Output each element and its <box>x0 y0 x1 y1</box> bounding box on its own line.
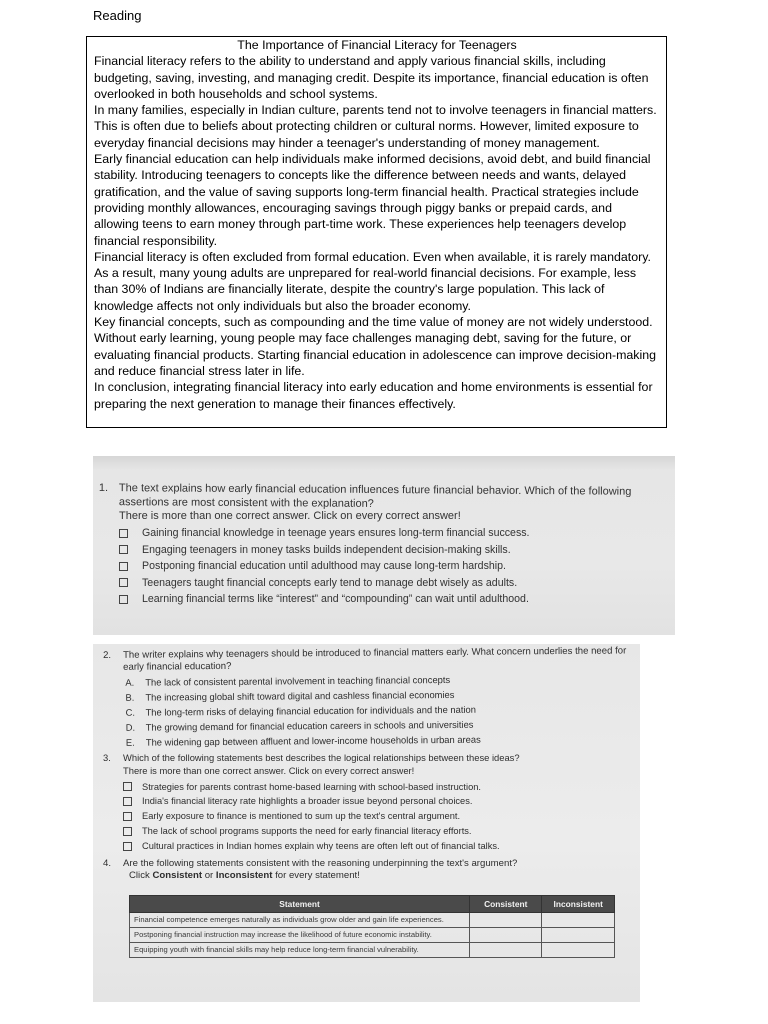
question-text: Which of the following statements best describes the logical relationships between these ideas? <box>123 752 520 764</box>
checkbox[interactable] <box>123 782 132 791</box>
answer-option[interactable] <box>119 525 667 542</box>
question-4 <box>103 858 634 959</box>
consistent-cell[interactable] <box>470 928 542 943</box>
checkbox[interactable] <box>123 812 132 821</box>
passage-paragraph: Financial literacy refers to the ability to understand and apply various financial skills, including budgeting, saving, investing, and managing credit. Despite its importance, financial education is often overlooked in both households and school systems. <box>94 54 649 101</box>
question-instruction <box>129 870 634 883</box>
option-letter: B. <box>125 691 135 704</box>
option-letter: C. <box>125 706 135 718</box>
option-letter: A. <box>125 677 135 689</box>
checkbox[interactable] <box>119 595 128 604</box>
passage-paragraph: In many families, especially in Indian culture, parents tend not to involve teenagers in financial matters. This is often due to beliefs about protecting children or cultural norms. However, limited exposure to everyday financial decisions may hinder a teenager's understanding of money management. <box>94 103 657 150</box>
passage-paragraph: Key financial concepts, such as compounding and the time value of money are not widely understood. Without early learning, young people may face challenges managing debt, saving for the future, or evaluating financial products. Starting financial education in adolescence can improve decision-making and reduce financial stress later in life. <box>94 315 657 378</box>
answer-option[interactable] <box>123 839 634 854</box>
question-2 <box>103 645 635 750</box>
option-text: The lack of school programs supports the need for early financial literacy efforts. <box>142 825 472 836</box>
inconsistent-cell[interactable] <box>542 943 615 958</box>
passage-paragraph: Early financial education can help individuals make informed decisions, avoid debt, and build financial stability. Introducing teenagers to concepts like the difference between needs and wants, delayed gratification, and the value of saving supports long-term financial health. Practical strategies include providing monthly allowances, encouraging savings through piggy banks or prepaid cards, and allowing teens to earn money through part-time work. These experiences help teenagers develop financial responsibility. <box>94 152 651 248</box>
option-text: Teenagers taught financial concepts early tend to manage debt wisely as adults. <box>142 576 518 589</box>
reading-passage <box>86 36 667 428</box>
question-number: 1. <box>98 482 109 495</box>
statement-cell: Financial competence emerges naturally as individuals grow older and gain life experiences. <box>130 913 470 928</box>
answer-option[interactable] <box>123 794 634 809</box>
option-letter: E. <box>125 736 135 748</box>
consistent-cell[interactable] <box>470 913 542 928</box>
question-3-options <box>123 780 634 854</box>
option-text: Strategies for parents contrast home-based learning with school-based instruction. <box>142 781 482 792</box>
inconsistent-cell[interactable] <box>542 913 615 928</box>
question-2-options <box>125 672 635 750</box>
question-text: The writer explains why teenagers should be introduced to financial matters early. What concern underlies the need for early financial education? <box>122 645 627 674</box>
statement-table <box>129 895 615 958</box>
answer-option[interactable] <box>126 731 635 750</box>
option-text: Gaining financial knowledge in teenage years ensures long-term financial success. <box>142 527 530 539</box>
table-row <box>130 928 615 943</box>
table-header-statement: Statement <box>130 896 470 913</box>
answer-option[interactable] <box>123 824 634 839</box>
instruction-text: Click <box>129 870 153 882</box>
checkbox[interactable] <box>123 797 132 806</box>
checkbox[interactable] <box>119 578 128 587</box>
option-text: The widening gap between affluent and lower-income households in urban areas <box>145 733 481 748</box>
option-letter: D. <box>125 721 136 733</box>
checkbox[interactable] <box>119 562 128 571</box>
option-text: India's financial literacy rate highlights a broader issue beyond personal choices. <box>142 796 473 807</box>
page-heading: Reading <box>93 8 142 23</box>
answer-option[interactable] <box>119 542 667 559</box>
option-text: Learning financial terms like “interest” and “compounding” can wait until adulthood. <box>142 593 529 605</box>
option-text: Engaging teenagers in money tasks builds independent decision-making skills. <box>142 543 511 556</box>
instruction-inconsistent: Inconsistent <box>215 870 273 882</box>
passage-paragraph: Financial literacy is often excluded from formal education. Even when available, it is rarely mandatory. As a result, many young adults are unprepared for real-world financial decisions. For example, less than 30% of Indians are financially literate, despite the country's large population. This lack of knowledge affects not only individuals but also the broader economy. <box>94 249 651 313</box>
passage-title: The Importance of Financial Literacy for Teenagers <box>237 38 517 52</box>
checkbox[interactable] <box>119 529 128 538</box>
option-text: The growing demand for financial education careers in schools and universities <box>145 718 474 733</box>
option-text: Cultural practices in Indian homes explain why teens are often left out of financial talks. <box>142 840 500 851</box>
checkbox[interactable] <box>123 827 132 836</box>
instruction-text: or <box>202 870 216 882</box>
question-3 <box>103 752 634 853</box>
table-header-consistent: Consistent <box>470 896 542 913</box>
answer-option[interactable] <box>119 558 667 575</box>
checkbox[interactable] <box>119 545 128 554</box>
question-number: 2. <box>103 649 112 661</box>
option-text: The long-term risks of delaying financial education for individuals and the nation <box>145 703 476 718</box>
instruction-consistent: Consistent <box>152 870 203 882</box>
consistent-cell[interactable] <box>470 943 542 958</box>
question-1-options <box>119 525 667 608</box>
instruction-text: for every statement! <box>272 870 360 882</box>
option-text: Early exposure to finance is mentioned to sum up the text's central argument. <box>142 811 461 822</box>
table-header-inconsistent: Inconsistent <box>542 896 615 913</box>
question-instruction: There is more than one correct answer. Click on every correct answer! <box>123 764 415 776</box>
option-text: Postponing financial education until adulthood may cause long-term hardship. <box>142 560 506 572</box>
question-instruction: There is more than one correct answer. Click on every correct answer! <box>119 510 461 522</box>
question-1-photo <box>93 456 675 635</box>
answer-option[interactable] <box>123 809 634 824</box>
inconsistent-cell[interactable] <box>542 928 615 943</box>
questions-2-4-photo <box>93 644 640 1002</box>
option-text: The lack of consistent parental involvement in teaching financial concepts <box>145 674 451 689</box>
answer-option[interactable] <box>119 591 667 608</box>
question-number: 3. <box>103 752 111 764</box>
question-text: Are the following statements consistent with the reasoning underpinning the text's argument? <box>123 857 518 869</box>
question-text: The text explains how early financial education influences future financial behavior. Which of the following assertions are most consistent with the explanation? <box>118 482 632 510</box>
table-row <box>130 913 615 928</box>
question-number: 4. <box>103 857 112 869</box>
question-1-stem <box>97 482 667 513</box>
option-text: The increasing global shift toward digital and cashless financial economies <box>145 689 455 703</box>
table-row <box>130 943 615 958</box>
statement-cell: Equipping youth with financial skills may help reduce long-term financial vulnerability. <box>130 943 470 958</box>
passage-paragraph: In conclusion, integrating financial literacy into early education and home environments is essential for preparing the next generation to manage their finances effectively. <box>94 380 653 411</box>
answer-option[interactable] <box>123 780 634 795</box>
statement-cell: Postponing financial instruction may increase the likelihood of future economic instability. <box>130 928 470 943</box>
checkbox[interactable] <box>123 842 132 851</box>
answer-option[interactable] <box>119 575 667 592</box>
